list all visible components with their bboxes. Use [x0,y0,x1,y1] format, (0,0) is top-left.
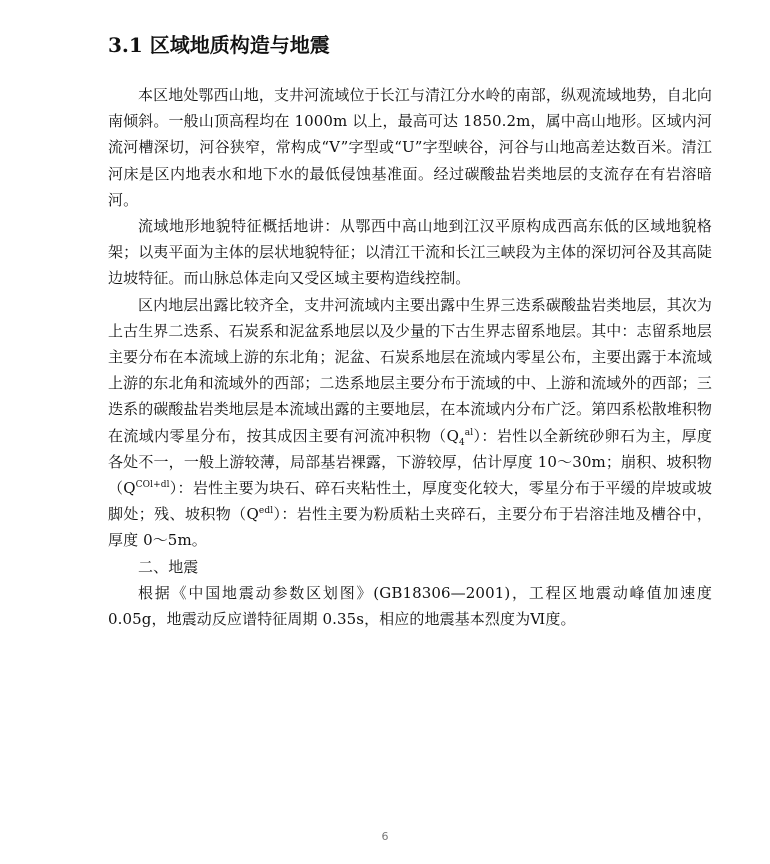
strata-text-d: ）：岩性主要为粉质粘土夹碎石，主要分布于岩溶洼地及槽谷中，厚度 0～5m。 [108,505,712,550]
strata-superscript-edl: edl [258,506,274,517]
strata-text-a: 区内地层出露比较齐全，支井河流域内主要出露中生界三迭系碳酸盐岩类地层，其次为上古生界二迭系、石炭系和泥盆系地层以及少量的下古生界志留系地层。其中：志留系地层主要分布在本流域上游的东北角；泥盆、石炭系地层在流域内零星公布，主要出露于本流域上游的东北角和流域外的西部；二迭系地层主要分布于流域的中、上游和流域外的西部；三迭系的碳酸盐岩类地层是本流域出露的主要地层，在本流域内分布广泛。第四系松散堆积物在流域内零星分布，按其成因主要有河流冲积物（Q [108,295,713,445]
page-number: 6 [381,830,389,843]
strata-subscript: 4 [458,437,465,448]
strata-superscript-coldl: COl+dl [135,480,170,491]
strata-text-c: ）：岩性主要为块石、碎石夹粘性土，厚度变化较大，零星分布于平缓的岸坡或坡脚处；残、坡积物（Q [108,479,712,524]
paragraph-landform: 流域地形地貌特征概括地讲：从鄂西中高山地到江汉平原构成西高东低的区域地貌格架；以夷平面为主体的层状地貌特征；以清江干流和长江三峡段为主体的深切河谷及其高陡边坡特征。而山脉总体走向又受区域主要构造线控制。 [108,217,713,288]
strata-superscript-al: al [464,427,474,438]
paragraph-strata [108,292,712,554]
section-title: 3.1 区域地质构造与地震 [108,33,330,57]
body-text [108,82,712,632]
strata-text-b: ）：岩性以全新统砂卵石为主，厚度各处不一，一般上游较薄，局部基岩裸露，下游较厚，估计厚度 10～30m；崩积、坡积物（Q [108,426,712,498]
paragraph-terrain: 本区地处鄂西山地，支井河流域位于长江与清江分水岭的南部，纵观流域地势，自北向南倾斜。一般山顶高程均在 1000m 以上，最高可达 1850.2m，属中高山地形。区域内河流河槽深切，河谷狭窄，常构成“V”字型或“U”字型峡谷，河谷与山地高差达数百米。清江河床是区内地表水和地下水的最低侵蚀基准面。经过碳酸盐岩类地层的支流存在有岩溶暗河。 [108,86,712,209]
paragraph-earthquake: 根据《中国地震动参数区划图》(GB18306—2001)，工程区地震动峰值加速度 0.05g，地震动反应谱特征周期 0.35s，相应的地震基本烈度为Ⅵ度。 [108,583,712,629]
subheading-earthquake: 二、地震 [138,557,199,576]
